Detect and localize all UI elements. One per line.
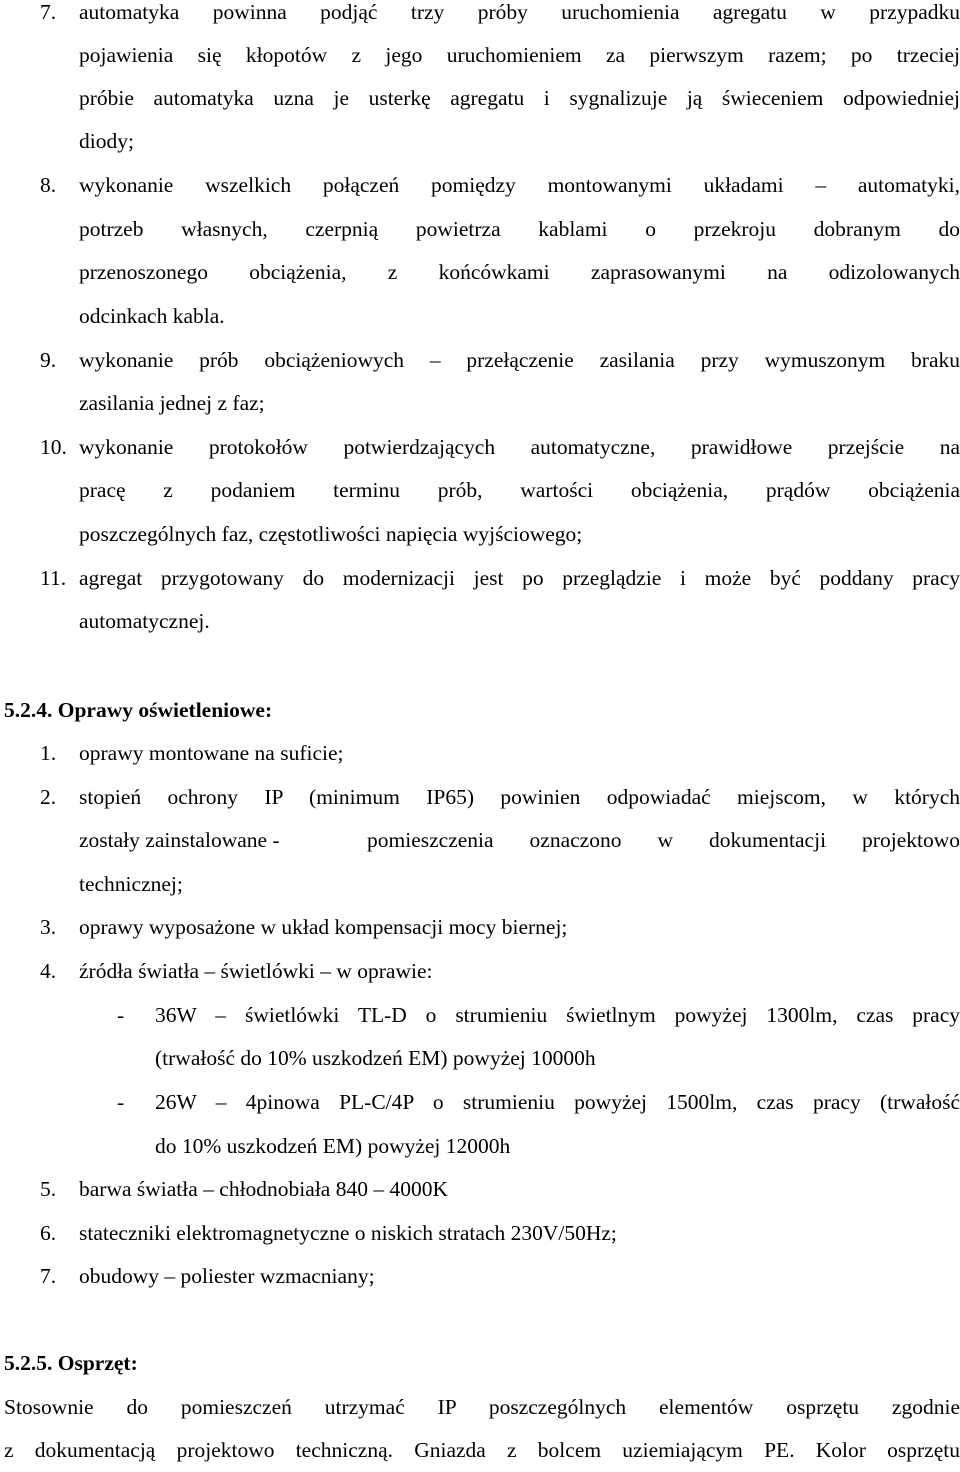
list-item-text: automatycznej. bbox=[79, 609, 210, 633]
list-item-text: obudowy – poliester wzmacniany; bbox=[79, 1264, 375, 1288]
fixture-item-2 bbox=[0, 775, 960, 819]
list-item-7-line-3 bbox=[0, 76, 960, 120]
list-item-11 bbox=[0, 556, 960, 600]
list-item-text: stateczniki elektromagnetyczne o niskich stratach 230V/50Hz; bbox=[79, 1221, 617, 1245]
list-number: 2. bbox=[40, 785, 57, 809]
list-item-text: do 10% uszkodzeń EM) powyżej 12000h bbox=[155, 1134, 511, 1158]
section-heading-text: 5.2.4. Oprawy oświetleniowe: bbox=[4, 698, 273, 722]
fixture-item-2-line-3 bbox=[0, 862, 960, 906]
list-number: 8. bbox=[40, 173, 57, 197]
list-item-text: odcinkach kabla. bbox=[79, 304, 225, 328]
list-number: 10. bbox=[40, 435, 67, 459]
list-item-text: oprawy montowane na suficie; bbox=[79, 741, 344, 765]
fixture-item-3 bbox=[0, 905, 960, 949]
list-item-8-line-4 bbox=[0, 294, 960, 338]
list-item-7-line-2 bbox=[0, 33, 960, 77]
list-item-text: stopień ochrony IP (minimum IP65) powinien odpowiadać miejscom, w których bbox=[79, 785, 960, 809]
list-item-text: technicznej; bbox=[79, 872, 183, 896]
list-item-text: pomieszczenia oznaczono w dokumentacji projektowo bbox=[367, 828, 960, 852]
list-item-text: zasilania jednej z faz; bbox=[79, 391, 265, 415]
list-item-9-line-2 bbox=[0, 381, 960, 425]
list-item-text: barwa światła – chłodnobiała 840 – 4000K bbox=[79, 1177, 448, 1201]
fixture-item-4 bbox=[0, 949, 960, 993]
list-item-7 bbox=[0, 0, 960, 34]
fixture-item-7 bbox=[0, 1254, 960, 1298]
section-heading-text: 5.2.5. Osprzęt: bbox=[4, 1351, 138, 1375]
list-item-8-line-3 bbox=[0, 250, 960, 294]
list-item-text: poszczególnych faz, częstotliwości napięcia wyjściowego; bbox=[79, 522, 583, 546]
list-number: 9. bbox=[40, 348, 57, 372]
list-item-8-line-2 bbox=[0, 207, 960, 251]
list-item-text: przenoszonego obciążenia, z końcówkami zaprasowanymi na odizolowanych bbox=[79, 260, 960, 284]
paragraph-text: z dokumentacją projektowo techniczną. Gniazda z bolcem uziemiającym PE. Kolor osprzętu bbox=[4, 1438, 960, 1462]
list-item-text: wykonanie protokołów potwierdzających automatyczne, prawidłowe przejście na bbox=[79, 435, 960, 459]
fixture-item-1 bbox=[0, 731, 960, 775]
list-item-text: pojawienia się kłopotów z jego uruchomieniem za pierwszym razem; po trzeciej bbox=[79, 43, 960, 67]
list-item-text: pracę z podaniem terminu prób, wartości obciążenia, prądów obciążenia bbox=[79, 478, 960, 502]
fixture-item-6 bbox=[0, 1211, 960, 1255]
section-heading-5-2-5 bbox=[0, 1341, 960, 1385]
light-source-item-2-line-2 bbox=[0, 1124, 960, 1168]
list-item-text: źródła światła – świetlówki – w oprawie: bbox=[79, 959, 433, 983]
list-item-11-line-2 bbox=[0, 599, 960, 643]
list-item-text: agregat przygotowany do modernizacji jest po przeglądzie i może być poddany pracy bbox=[79, 566, 960, 590]
list-item-text: 36W – świetlówki TL-D o strumieniu świetlnym powyżej 1300lm, czas pracy bbox=[155, 1003, 960, 1027]
list-item-8 bbox=[0, 163, 960, 207]
light-source-item-1-line-2 bbox=[0, 1036, 960, 1080]
paragraph-text: Stosownie do pomieszczeń utrzymać IP poszczególnych elementów osprzętu zgodnie bbox=[4, 1395, 960, 1419]
list-item-9 bbox=[0, 338, 960, 382]
list-number: 7. bbox=[40, 0, 57, 24]
list-item-text: próbie automatyka uzna je usterkę agregatu i sygnalizuje ją świeceniem odpowiedniej bbox=[79, 86, 960, 110]
list-item-10-line-3 bbox=[0, 512, 960, 556]
bullet-dash: - bbox=[117, 1090, 125, 1114]
list-item-text: oprawy wyposażone w układ kompensacji mocy biernej; bbox=[79, 915, 568, 939]
list-number: 1. bbox=[40, 741, 57, 765]
light-source-item-2 bbox=[0, 1080, 960, 1124]
bullet-dash: - bbox=[117, 1003, 125, 1027]
list-number: 6. bbox=[40, 1221, 57, 1245]
list-number: 11. bbox=[40, 566, 67, 590]
list-item-text: (trwałość do 10% uszkodzeń EM) powyżej 10000h bbox=[155, 1046, 596, 1070]
list-item-text: zostały zainstalowane - bbox=[79, 828, 280, 852]
list-item-text: diody; bbox=[79, 129, 134, 153]
list-number: 5. bbox=[40, 1177, 57, 1201]
list-number: 3. bbox=[40, 915, 57, 939]
fixture-item-5 bbox=[0, 1167, 960, 1211]
list-item-text: automatyka powinna podjąć trzy próby uruchomienia agregatu w przypadku bbox=[79, 0, 960, 24]
list-item-text: wykonanie wszelkich połączeń pomiędzy montowanymi układami – automatyki, bbox=[79, 173, 960, 197]
fixture-item-2-line-2 bbox=[0, 818, 960, 862]
list-item-text: wykonanie prób obciążeniowych – przełączenie zasilania przy wymuszonym braku bbox=[79, 348, 960, 372]
list-item-10 bbox=[0, 425, 960, 469]
list-number: 7. bbox=[40, 1264, 57, 1288]
list-item-10-line-2 bbox=[0, 468, 960, 512]
accessories-paragraph-line-1 bbox=[0, 1385, 960, 1429]
list-item-7-line-4 bbox=[0, 119, 960, 163]
section-heading-5-2-4 bbox=[0, 688, 960, 732]
list-number: 4. bbox=[40, 959, 57, 983]
light-source-item-1 bbox=[0, 993, 960, 1037]
accessories-paragraph-line-2 bbox=[0, 1428, 960, 1472]
list-item-text: 26W – 4pinowa PL-C/4P o strumieniu powyżej 1500lm, czas pracy (trwałość bbox=[155, 1090, 960, 1114]
list-item-text: potrzeb własnych, czerpnią powietrza kablami o przekroju dobranym do bbox=[79, 217, 960, 241]
